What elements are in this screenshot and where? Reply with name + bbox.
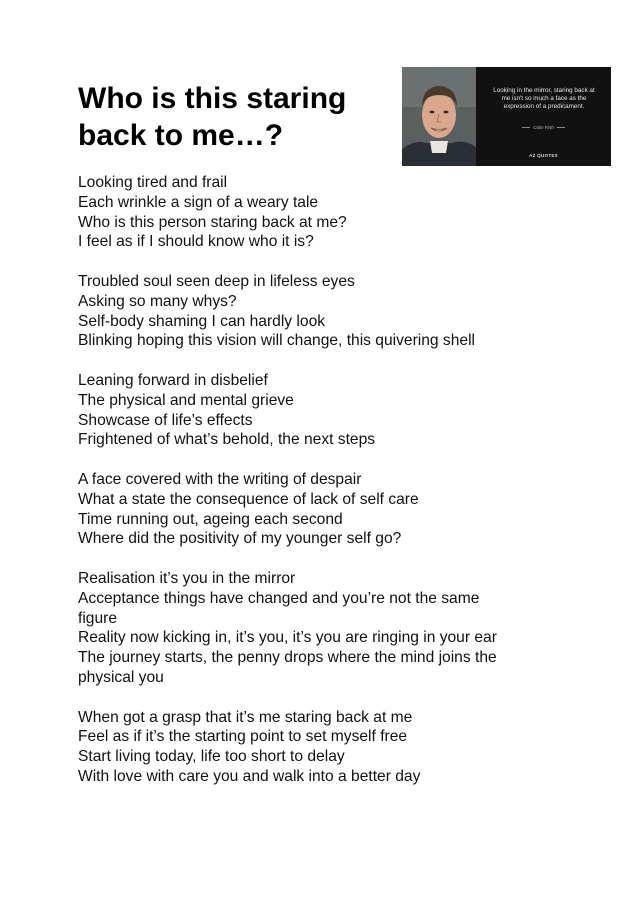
poem-line: Acceptance things have changed and you’re not the same [78,589,480,607]
poem-line: I feel as if I should know who it is? [78,233,314,251]
quote-logo: AZ QUOTES [529,153,558,158]
stanza [78,470,578,549]
poem-line: Leaning forward in disbelief [78,371,268,389]
poem-body [78,173,578,807]
poem-line: Each wrinkle a sign of a weary tale [78,193,319,211]
quote-author: Colin Firth [476,125,611,130]
poem-line: Frightened of what’s behold, the next steps [78,431,376,449]
poem-line: Troubled soul seen deep in lifeless eyes [78,272,355,290]
poem-line: physical you [78,668,164,686]
poem-line: Start living today, life too short to delay [78,748,345,766]
poem-line: Blinking hoping this vision will change, this quivering shell [78,332,475,350]
stanza [78,569,578,688]
quote-line: me isn't so much a face as the [501,95,587,102]
poem-line: What a state the consequence of lack of self care [78,490,419,508]
poem-line: Realisation it’s you in the mirror [78,569,296,587]
poem-line: Asking so many whys? [78,292,237,310]
poem-line: Where did the positivity of my younger self go? [78,530,402,548]
portrait-photo [402,67,476,166]
poem-line: The physical and mental grieve [78,391,294,409]
stanza [78,708,578,787]
title-line: Who is this staring [78,82,347,115]
page-title [78,80,398,154]
poem-line: The journey starts, the penny drops where the mind joins the [78,649,497,667]
poem-line: When got a grasp that it’s me staring back at me [78,708,413,726]
quote-panel [476,67,611,166]
stanza [78,371,578,450]
stanza [78,173,578,252]
poem-line: Self-body shaming I can hardly look [78,312,326,330]
poem-line: A face covered with the writing of despair [78,470,362,488]
poem-line: Looking tired and frail [78,174,228,191]
quote-text [482,87,606,111]
poem-line: Who is this person staring back at me? [78,213,347,231]
poem-line: Time running out, ageing each second [78,510,343,528]
poem-line: Reality now kicking in, it’s you, it’s you are ringing in your ear [78,629,497,647]
poem-line: Feel as if it’s the starting point to set myself free [78,728,408,746]
quote-line: Looking in the mirror, staring back at [493,87,595,94]
quote-line: expression of a predicament. [503,103,585,110]
stanza [78,272,578,351]
title-line: back to me…? [78,119,284,152]
poem-line: figure [78,609,118,627]
quote-image [402,67,611,166]
poem-line: Showcase of life’s effects [78,411,253,429]
poem-line: With love with care you and walk into a better day [78,767,421,785]
